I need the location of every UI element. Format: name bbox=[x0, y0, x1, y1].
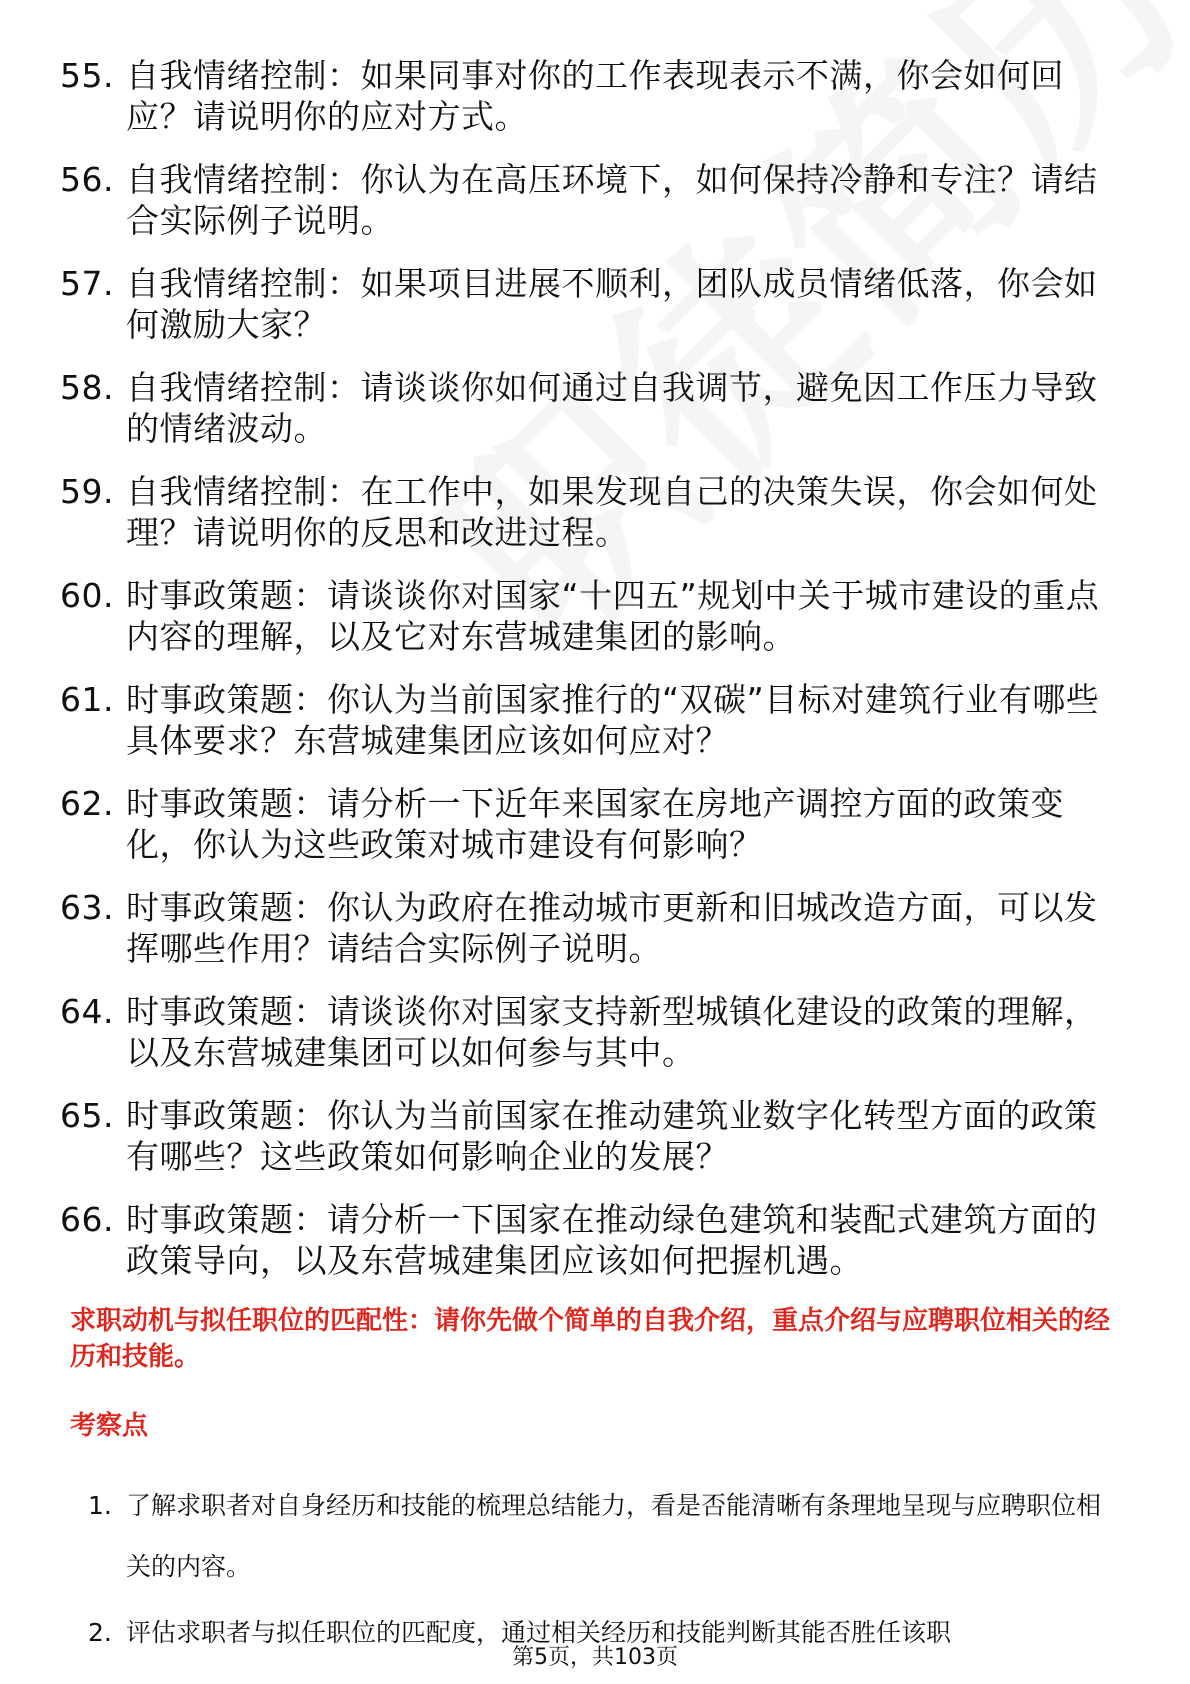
question-number: 56. bbox=[60, 160, 114, 199]
question-item bbox=[60, 263, 1120, 345]
question-item bbox=[60, 1199, 1120, 1281]
focus-point-text: 了解求职者对自身经历和技能的梳理总结能力，看是否能清晰有条理地呈现与应聘职位相关的内容。 bbox=[126, 1491, 1102, 1581]
question-text: 时事政策题：请分析一下国家在推动绿色建筑和装配式建筑方面的政策导向，以及东营城建集团应该如何把握机遇。 bbox=[126, 1200, 1098, 1280]
question-text: 自我情绪控制：你认为在高压环境下，如何保持冷静和专注？请结合实际例子说明。 bbox=[126, 160, 1098, 240]
question-item bbox=[60, 991, 1120, 1073]
section-title: 求职动机与拟任职位的匹配性：请你先做个简单的自我介绍，重点介绍与应聘职位相关的经历和技能。 bbox=[70, 1306, 1111, 1372]
question-item bbox=[60, 575, 1120, 657]
question-number: 62. bbox=[60, 784, 114, 823]
question-item bbox=[60, 159, 1120, 241]
question-text: 时事政策题：你认为当前国家在推动建筑业数字化转型方面的政策有哪些？这些政策如何影响企业的发展？ bbox=[126, 1096, 1098, 1176]
focus-point-item bbox=[88, 1475, 1118, 1597]
question-item bbox=[60, 679, 1120, 761]
focus-heading: 考察点 bbox=[70, 1411, 149, 1441]
question-number: 58. bbox=[60, 368, 114, 407]
question-text: 自我情绪控制：在工作中，如果发现自己的决策失误，你会如何处理？请说明你的反思和改进过程。 bbox=[126, 472, 1098, 552]
question-item bbox=[60, 887, 1120, 969]
question-number: 60. bbox=[60, 576, 114, 615]
question-item bbox=[60, 471, 1120, 553]
question-text: 时事政策题：你认为政府在推动城市更新和旧城改造方面，可以发挥哪些作用？请结合实际例子说明。 bbox=[126, 888, 1098, 968]
question-text: 自我情绪控制：如果项目进展不顺利，团队成员情绪低落，你会如何激励大家？ bbox=[126, 264, 1098, 344]
focus-point-number: 1. bbox=[88, 1491, 112, 1520]
question-number: 65. bbox=[60, 1096, 114, 1135]
question-number: 55. bbox=[60, 56, 114, 95]
question-item bbox=[60, 367, 1120, 449]
page-footer: 第5页，共103页 bbox=[512, 1645, 678, 1670]
question-text: 时事政策题：请谈谈你对国家支持新型城镇化建设的政策的理解，以及东营城建集团可以如何参与其中。 bbox=[126, 992, 1098, 1072]
question-text: 自我情绪控制：如果同事对你的工作表现表示不满，你会如何回应？请说明你的应对方式。 bbox=[126, 56, 1064, 136]
question-text: 时事政策题：你认为当前国家推行的“双碳”目标对建筑行业有哪些具体要求？东营城建集团应该如何应对？ bbox=[126, 680, 1100, 760]
question-number: 61. bbox=[60, 680, 114, 719]
question-text: 时事政策题：请谈谈你对国家“十四五”规划中关于城市建设的重点内容的理解，以及它对东营城建集团的影响。 bbox=[126, 576, 1100, 656]
question-item bbox=[60, 783, 1120, 865]
question-list bbox=[60, 55, 1120, 1303]
question-item bbox=[60, 55, 1120, 137]
focus-point-number: 2. bbox=[88, 1618, 112, 1647]
question-number: 63. bbox=[60, 888, 114, 927]
focus-point-text: 评估求职者与拟任职位的匹配度，通过相关经历和技能判断其能否胜任该职 bbox=[126, 1618, 952, 1647]
question-number: 64. bbox=[60, 992, 114, 1031]
question-number: 59. bbox=[60, 472, 114, 511]
question-text: 时事政策题：请分析一下近年来国家在房地产调控方面的政策变化，你认为这些政策对城市建设有何影响？ bbox=[126, 784, 1064, 864]
question-number: 57. bbox=[60, 264, 114, 303]
question-number: 66. bbox=[60, 1200, 114, 1239]
question-item bbox=[60, 1095, 1120, 1177]
question-text: 自我情绪控制：请谈谈你如何通过自我调节，避免因工作压力导致的情绪波动。 bbox=[126, 368, 1098, 448]
